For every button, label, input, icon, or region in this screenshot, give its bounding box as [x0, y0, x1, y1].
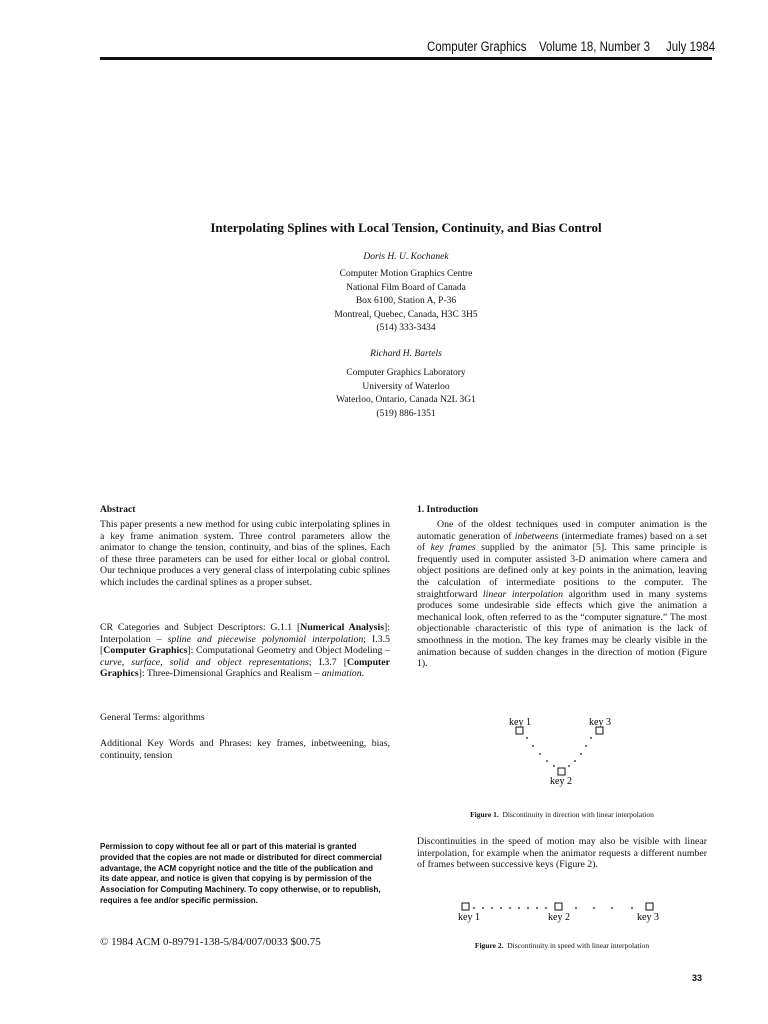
key-frame-marker — [462, 903, 469, 910]
journal-name: Computer Graphics — [427, 39, 527, 54]
key-label: key 3 — [637, 912, 659, 923]
author-affiliation-line: Waterloo, Ontario, Canada N2L 3G1 — [336, 395, 476, 405]
paper-title: Interpolating Splines with Local Tension, Continuity, and Bias Control — [210, 220, 602, 235]
key-label: key 3 — [589, 717, 611, 728]
author-affiliation-line: Box 6100, Station A, P-36 — [355, 296, 457, 306]
permission-notice: Permission to copy without fee all or part of this material is granted provided that the copies are not made or distributed for direct commercial advantage, the ACM copyright notice and the title of the publication and its date appear, and notice is given that copying is by permission of the Association for Computing Machinery. To copy otherwise, or to republish, requires a fee and/or specific permission. — [100, 842, 382, 905]
figure-2-caption: Figure 2. Discontinuity in speed with linear interpolation — [474, 941, 650, 950]
figure-2-diagram — [450, 896, 670, 924]
key-label: key 1 — [509, 717, 531, 728]
header-rule — [100, 57, 712, 60]
key-frame-marker — [516, 727, 523, 734]
figure-1-diagram — [497, 709, 637, 789]
key-frame-marker — [646, 903, 653, 910]
general-terms: General Terms: algorithms — [100, 712, 205, 723]
cr-categories: CR Categories and Subject Descriptors: G.1.1 [Numerical Analysis]: Interpolation – spline and piecewise polynomial interpolation; I.3.5 [Computer Graphics]: Computational Geometry and Object Modeling – curve, surface, solid and object representations; I.3.7 [Computer Graphics]: Three-Dimensional Graphics and Realism – animation. — [100, 622, 391, 680]
author-name: Doris H. U. Kochanek — [363, 252, 449, 262]
copyright-line: © 1984 ACM 0-89791-138-5/84/007/0033 $00.75 — [100, 936, 321, 948]
section-heading: 1. Introduction — [417, 505, 479, 515]
author-phone: (514) 333-3434 — [376, 323, 436, 333]
author-phone: (519) 886-1351 — [376, 408, 436, 419]
inbetween-dots — [473, 907, 633, 909]
author-affiliation-line: Montreal, Quebec, Canada, H3C 3H5 — [334, 309, 478, 320]
author-affiliation-line: University of Waterloo — [362, 381, 450, 392]
volume-info: Volume 18, Number 3 — [539, 39, 650, 54]
abstract-text: This paper presents a new method for using cubic interpolating splines in a key frame animation system. Three control parameters allow the animator to change the tension, continuity, and bias of the splines. Each of these three parameters can be used for either local or global control. Our technique produces a very general class of interpolating cubic splines which includes the cardinal splines as a proper subset. — [100, 519, 390, 588]
author-affiliation-line: National Film Board of Canada — [346, 282, 466, 293]
introduction-paragraph: Discontinuities in the speed of motion may also be visible with linear interpolation, for example when the animator requests a different number of frames between successive keys (Figure 2). — [417, 836, 707, 871]
additional-keywords: Additional Key Words and Phrases: key frames, inbetweening, bias, continuity, tension — [100, 738, 390, 761]
key-frame-marker — [558, 768, 565, 775]
key-label: key 1 — [458, 912, 480, 923]
key-frame-marker — [555, 903, 562, 910]
key-frame-marker — [596, 727, 603, 734]
issue-date: July 1984 — [666, 39, 716, 54]
author-affiliation-line: Computer Motion Graphics Centre — [339, 269, 473, 279]
abstract-heading: Abstract — [100, 505, 136, 515]
page-number: 33 — [692, 973, 703, 983]
inbetween-dots — [526, 737, 592, 767]
figure-1-caption: Figure 1. Discontinuity in direction with linear interpolation — [470, 810, 654, 819]
author-affiliation-line: Computer Graphics Laboratory — [346, 368, 466, 378]
introduction-paragraph: One of the oldest techniques used in computer animation is the automatic generation of inbetweens (intermediate frames) based on a set of key frames supplied by the animator [5]. This same principle is frequently used in computer assisted 3-D animation where camera and object positions are defined only at key points in the animation, leaving the calculation of intermediate positions to the computer. The straightforward linear interpolation algorithm used in many systems produces some undesirable side effects which give the animation a mechanical look, often referred to as the “computer signature.” The most objectionable characteristic of this type of animation is the lack of smoothness in the motion. The key frames may be clearly visible in the animation because of sudden changes in the direction of motion (Figure 1). — [417, 519, 708, 670]
key-label: key 2 — [548, 912, 570, 923]
author-name: Richard H. Bartels — [370, 349, 442, 359]
key-label: key 2 — [550, 776, 572, 787]
running-header — [100, 38, 716, 58]
